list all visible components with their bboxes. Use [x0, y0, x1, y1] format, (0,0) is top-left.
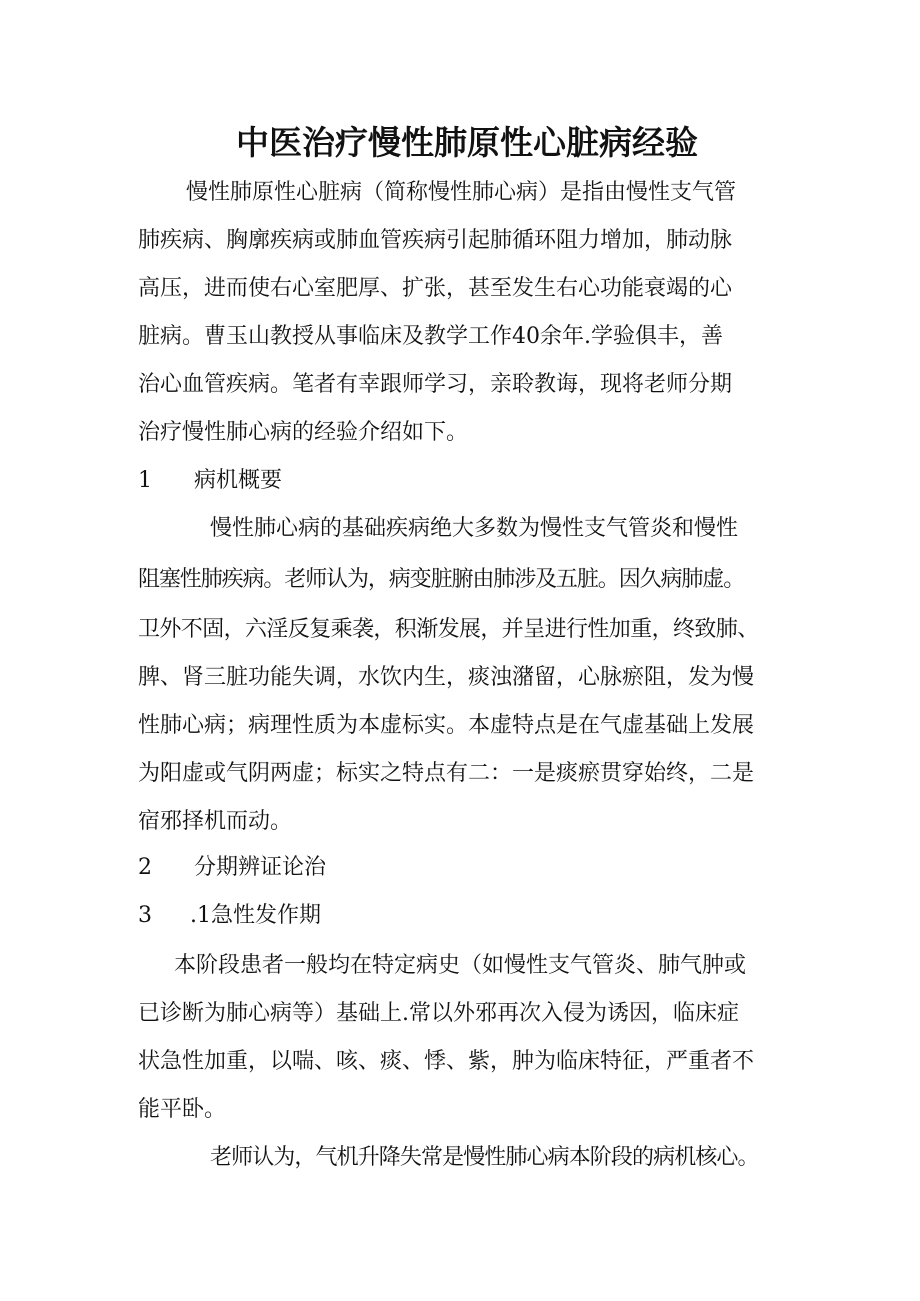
section-number: 2: [138, 855, 152, 880]
intro-line: 慢性肺原性心脏病（简称慢性肺心病）是指由慢性支气管: [186, 180, 737, 205]
body-line: 本阶段患者一般均在特定病史（如慢性支气管炎、肺气肿或: [174, 953, 747, 978]
body-line: 为阳虚或气阴两虚；标实之特点有二：一是痰瘀贯穿始终，二是: [138, 761, 755, 786]
body-line: 状急性加重，以喘、咳、痰、悸、紫，肿为临床特征，严重者不: [138, 1049, 755, 1074]
section-title: .1急性发作期: [190, 903, 321, 928]
body-line: 阻塞性肺疾病。老师认为，病变脏腑由肺涉及五脏。因久病肺虚。: [138, 567, 745, 592]
section-title: 分期辨证论治: [194, 855, 327, 880]
section-heading-3: [138, 903, 538, 929]
body-line: 慢性肺心病的基础疾病绝大多数为慢性支气管炎和慢性: [210, 516, 739, 541]
intro-line: 脏病。曹玉山教授从事临床及教学工作40余年.学验俱丰，善: [138, 324, 723, 349]
intro-line: 治心血管疾病。笔者有幸跟师学习，亲聆教诲，现将老师分期: [138, 372, 733, 397]
section-number: 1: [138, 468, 152, 493]
body-line: 性肺心病；病理性质为本虚标实。本虚特点是在气虚基础上发展: [138, 713, 755, 738]
body-line: 宿邪择机而动。: [138, 809, 293, 834]
body-line: 已诊断为肺心病等）基础上.常以外邪再次入侵为诱因，临床症: [138, 1001, 739, 1026]
document-title: 中医治疗慢性肺原性心脏病经验: [236, 123, 698, 162]
section-heading-1: [138, 468, 538, 494]
section-title: 病机概要: [194, 468, 283, 493]
body-line: 老师认为，气机升降失常是慢性肺心病本阶段的病机核心。: [210, 1145, 759, 1170]
intro-line: 治疗慢性肺心病的经验介绍如下。: [138, 420, 469, 445]
body-line: 脾、肾三脏功能失调，水饮内生，痰浊潴留，心脉瘀阻，发为慢: [138, 665, 755, 690]
body-line: 卫外不固，六淫反复乘袭，积渐发展，并呈进行性加重，终致肺、: [138, 617, 759, 642]
section-number: 3: [138, 903, 152, 928]
body-line: 能平卧。: [138, 1097, 227, 1122]
intro-line: 高压，进而使右心室肥厚、扩张，甚至发生右心功能衰竭的心: [138, 276, 733, 301]
section-heading-2: [138, 855, 538, 881]
intro-line: 肺疾病、胸廓疾病或肺血管疾病引起肺循环阻力增加，肺动脉: [138, 228, 733, 253]
